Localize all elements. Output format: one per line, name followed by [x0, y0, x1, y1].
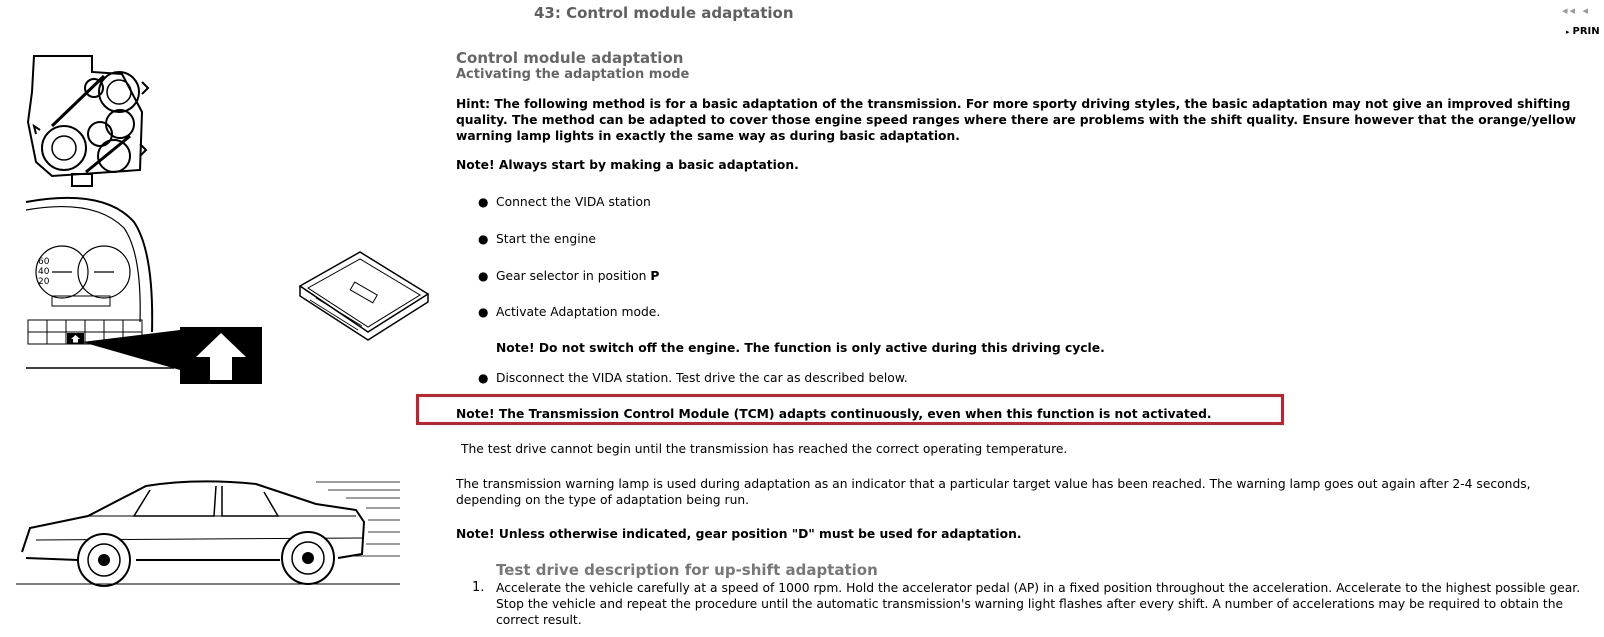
section-subtitle: Activating the adaptation mode [456, 67, 690, 82]
note-tcm: Note! The Transmission Control Module (TCM) adapts continuously, even when this function is not activated. [456, 407, 1212, 421]
note-gear-position: Note! Unless otherwise indicated, gear position "D" must be used for adaptation. [456, 527, 1022, 541]
list-item-text: Activate Adaptation mode. [496, 305, 661, 319]
hint-text: Hint: The following method is for a basic adaptation of the transmission. For more sporty driving styles, the basic adaptation may not give an improved shifting quality. The method can be adapted to cover those engine speed ranges where there are problems with the shift quality. Ensure however that the orange/yellow warning lamp lights in exactly the same way as during basic adaptation. [456, 97, 1576, 143]
list-item-text: Connect the VIDA station [496, 195, 651, 209]
warning-lamp-text: The transmission warning lamp is used during adaptation as an indicator that a particular target value has been reached. The warning lamp goes out again after 2-4 seconds, depending on the type of adaptation being run. [456, 477, 1531, 507]
upshift-title: Test drive description for up-shift adaptation [496, 561, 878, 579]
step-text: Accelerate the vehicle carefully at a speed of 1000 rpm. Hold the accelerator pedal (AP) in a fixed position throughout the acceleration. Accelerate to the highest possible gear. Stop the vehicle and repeat the procedure until the automatic transmission's warning light flashes after every shift. A number of accelerations may be required to obtain the correct result. [496, 581, 1581, 627]
step-number: 1. [472, 580, 485, 595]
gear-position-value: P [650, 269, 660, 283]
list-item-text: Gear selector in position [496, 269, 651, 283]
print-label: PRIN [1572, 26, 1600, 37]
list-item-text: Start the engine [496, 232, 596, 246]
nav-back-icon[interactable]: ◂◂ ◂ [1562, 4, 1591, 17]
note-engine: Note! Do not switch off the engine. The function is only active during this driving cycle. [496, 341, 1105, 355]
chevron-right-icon: ▸ [1566, 28, 1570, 36]
print-link[interactable] [1566, 26, 1600, 37]
car-illustration [16, 476, 400, 598]
instrument-cluster-illustration [24, 192, 270, 396]
page-title: 43: Control module adaptation [534, 4, 794, 22]
section-title: Control module adaptation [456, 49, 684, 67]
test-temperature-text: The test drive cannot begin until the transmission has reached the correct operating temperature. [461, 442, 1068, 456]
list-item-text: Disconnect the VIDA station. Test drive the car as described below. [496, 371, 908, 385]
gauge-label-20: 20 [38, 277, 50, 287]
control-module-illustration [296, 250, 432, 342]
note-basic-adaptation: Note! Always start by making a basic adaptation. [456, 158, 799, 172]
engine-belt-illustration [22, 52, 152, 188]
gauge-label-60: 60 [38, 257, 50, 267]
gauge-label-40: 40 [38, 267, 50, 277]
